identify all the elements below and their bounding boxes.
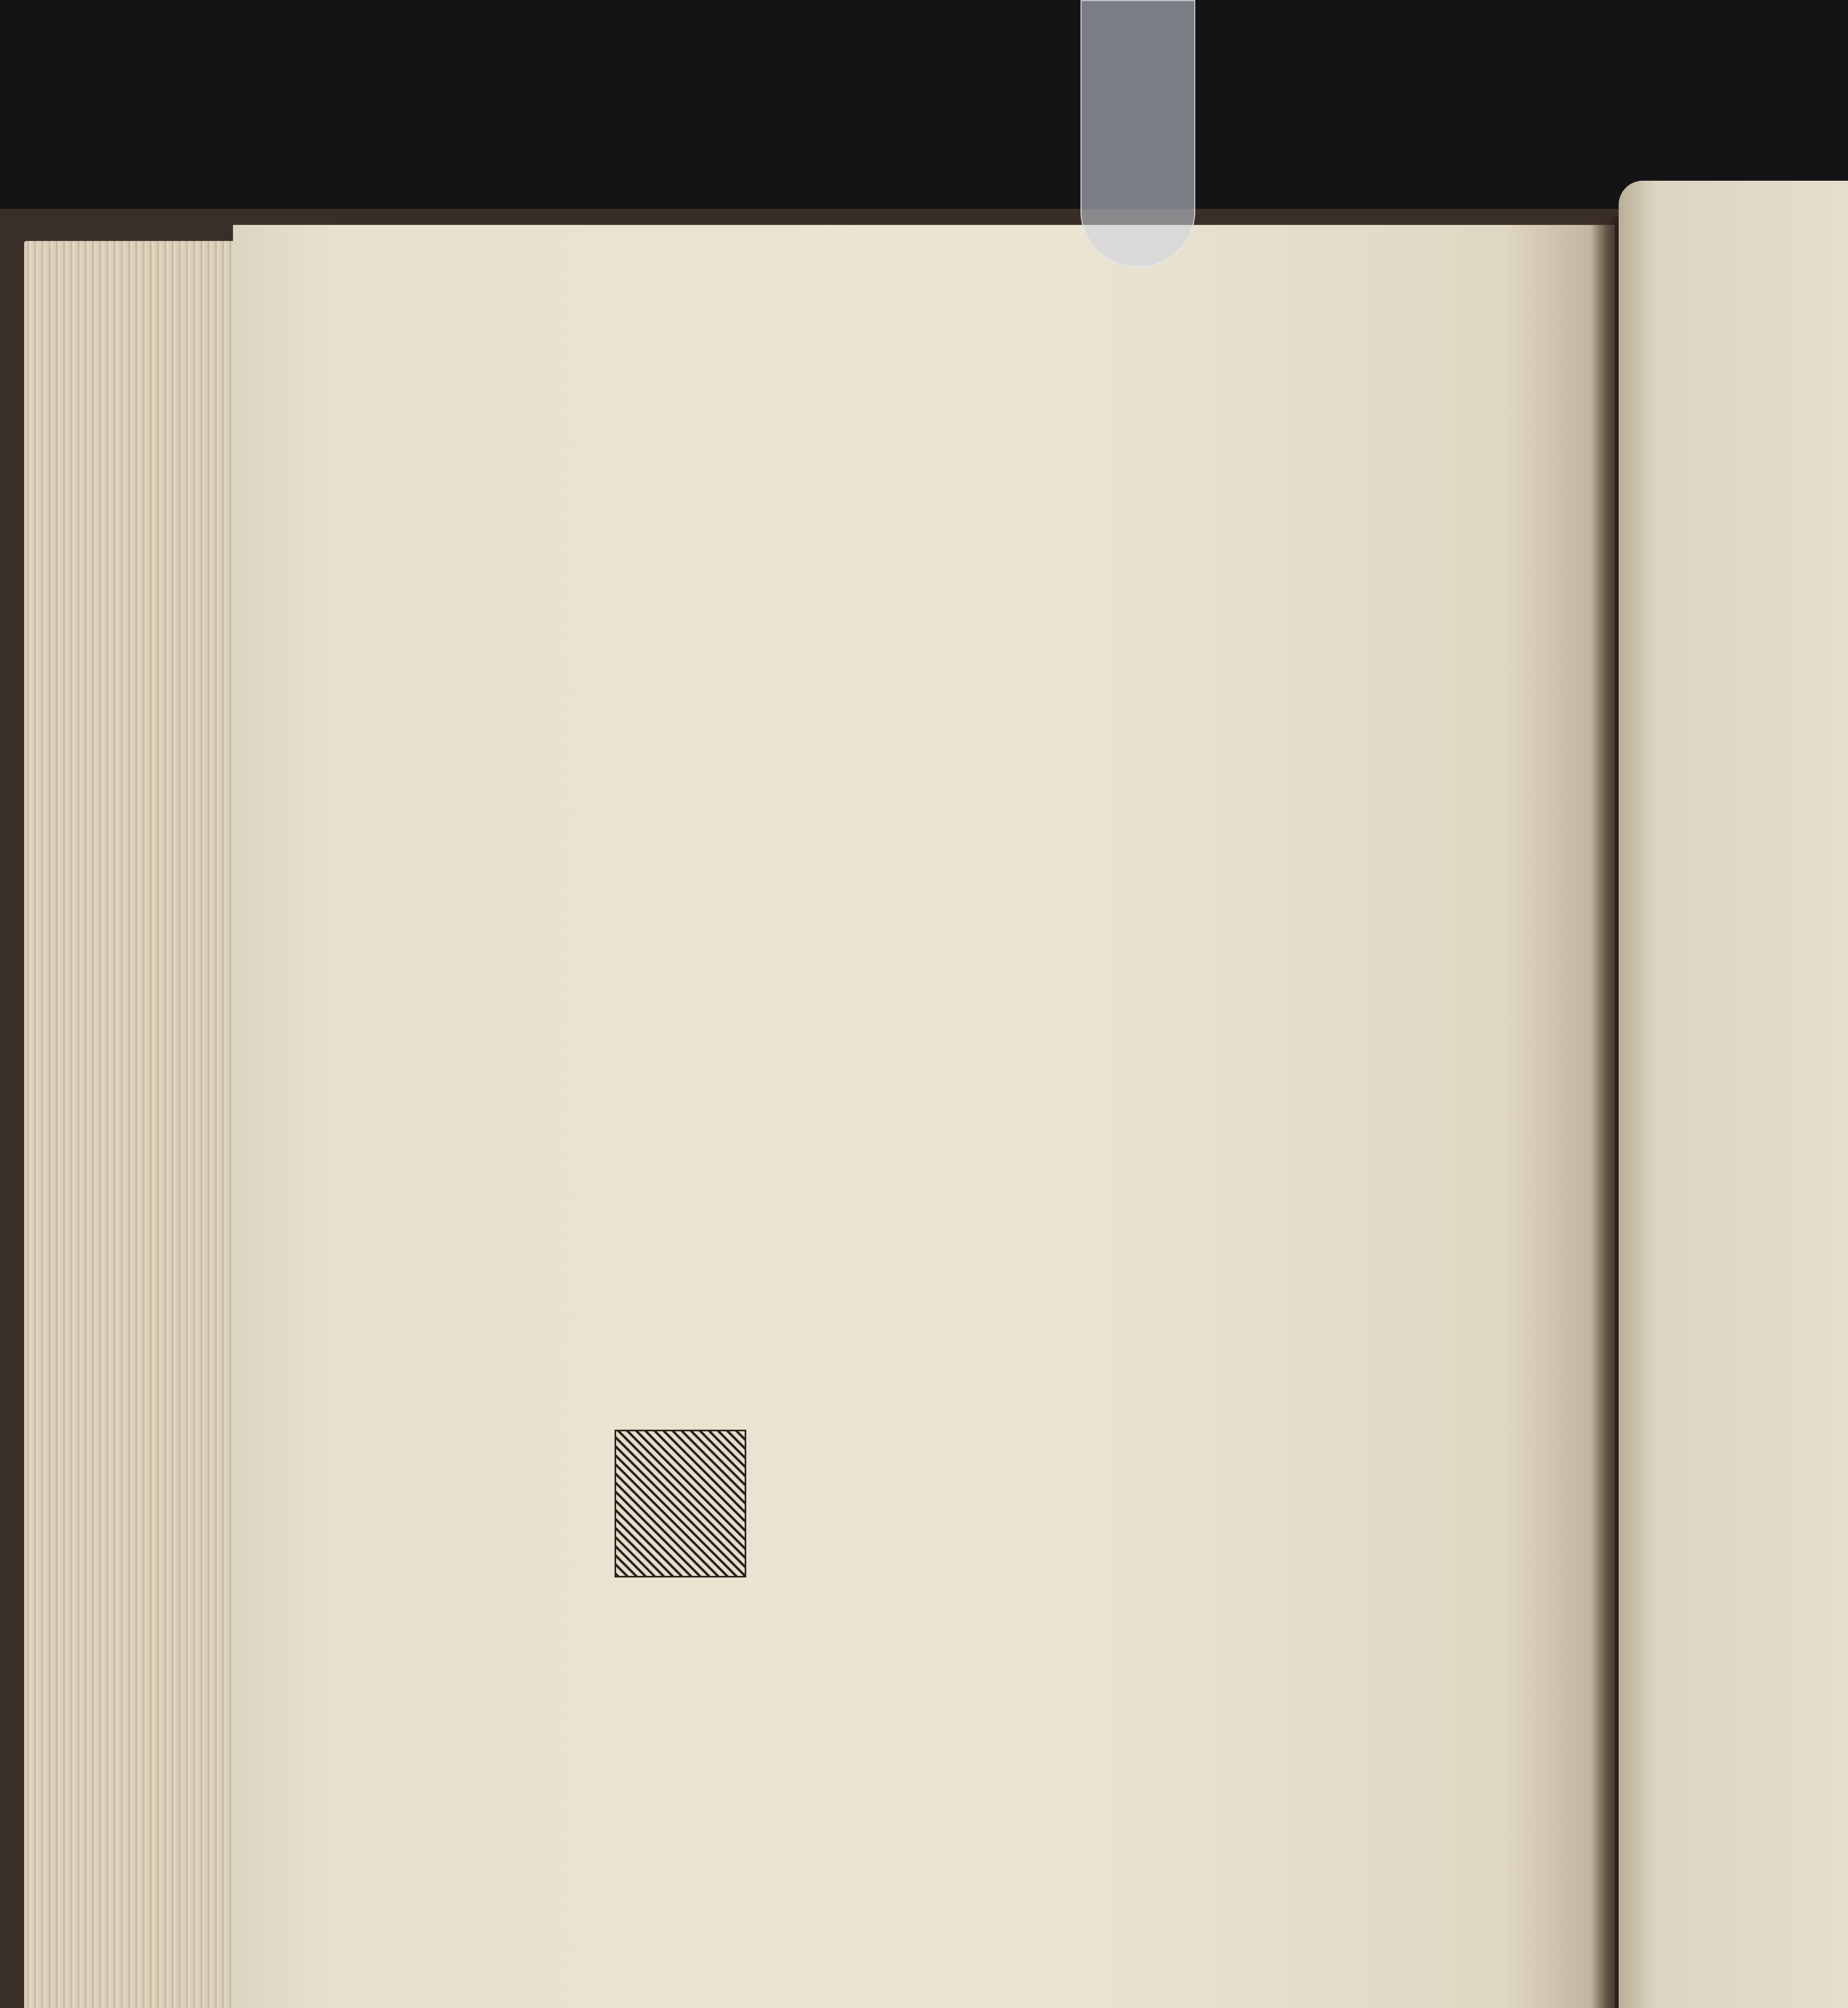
page-edges xyxy=(24,241,241,2008)
dropcap-initial xyxy=(615,1430,746,1577)
left-page xyxy=(233,225,1615,2008)
book-gutter xyxy=(1591,217,1623,2008)
page-clip-top xyxy=(1080,0,1195,267)
right-page xyxy=(1619,181,1848,2008)
